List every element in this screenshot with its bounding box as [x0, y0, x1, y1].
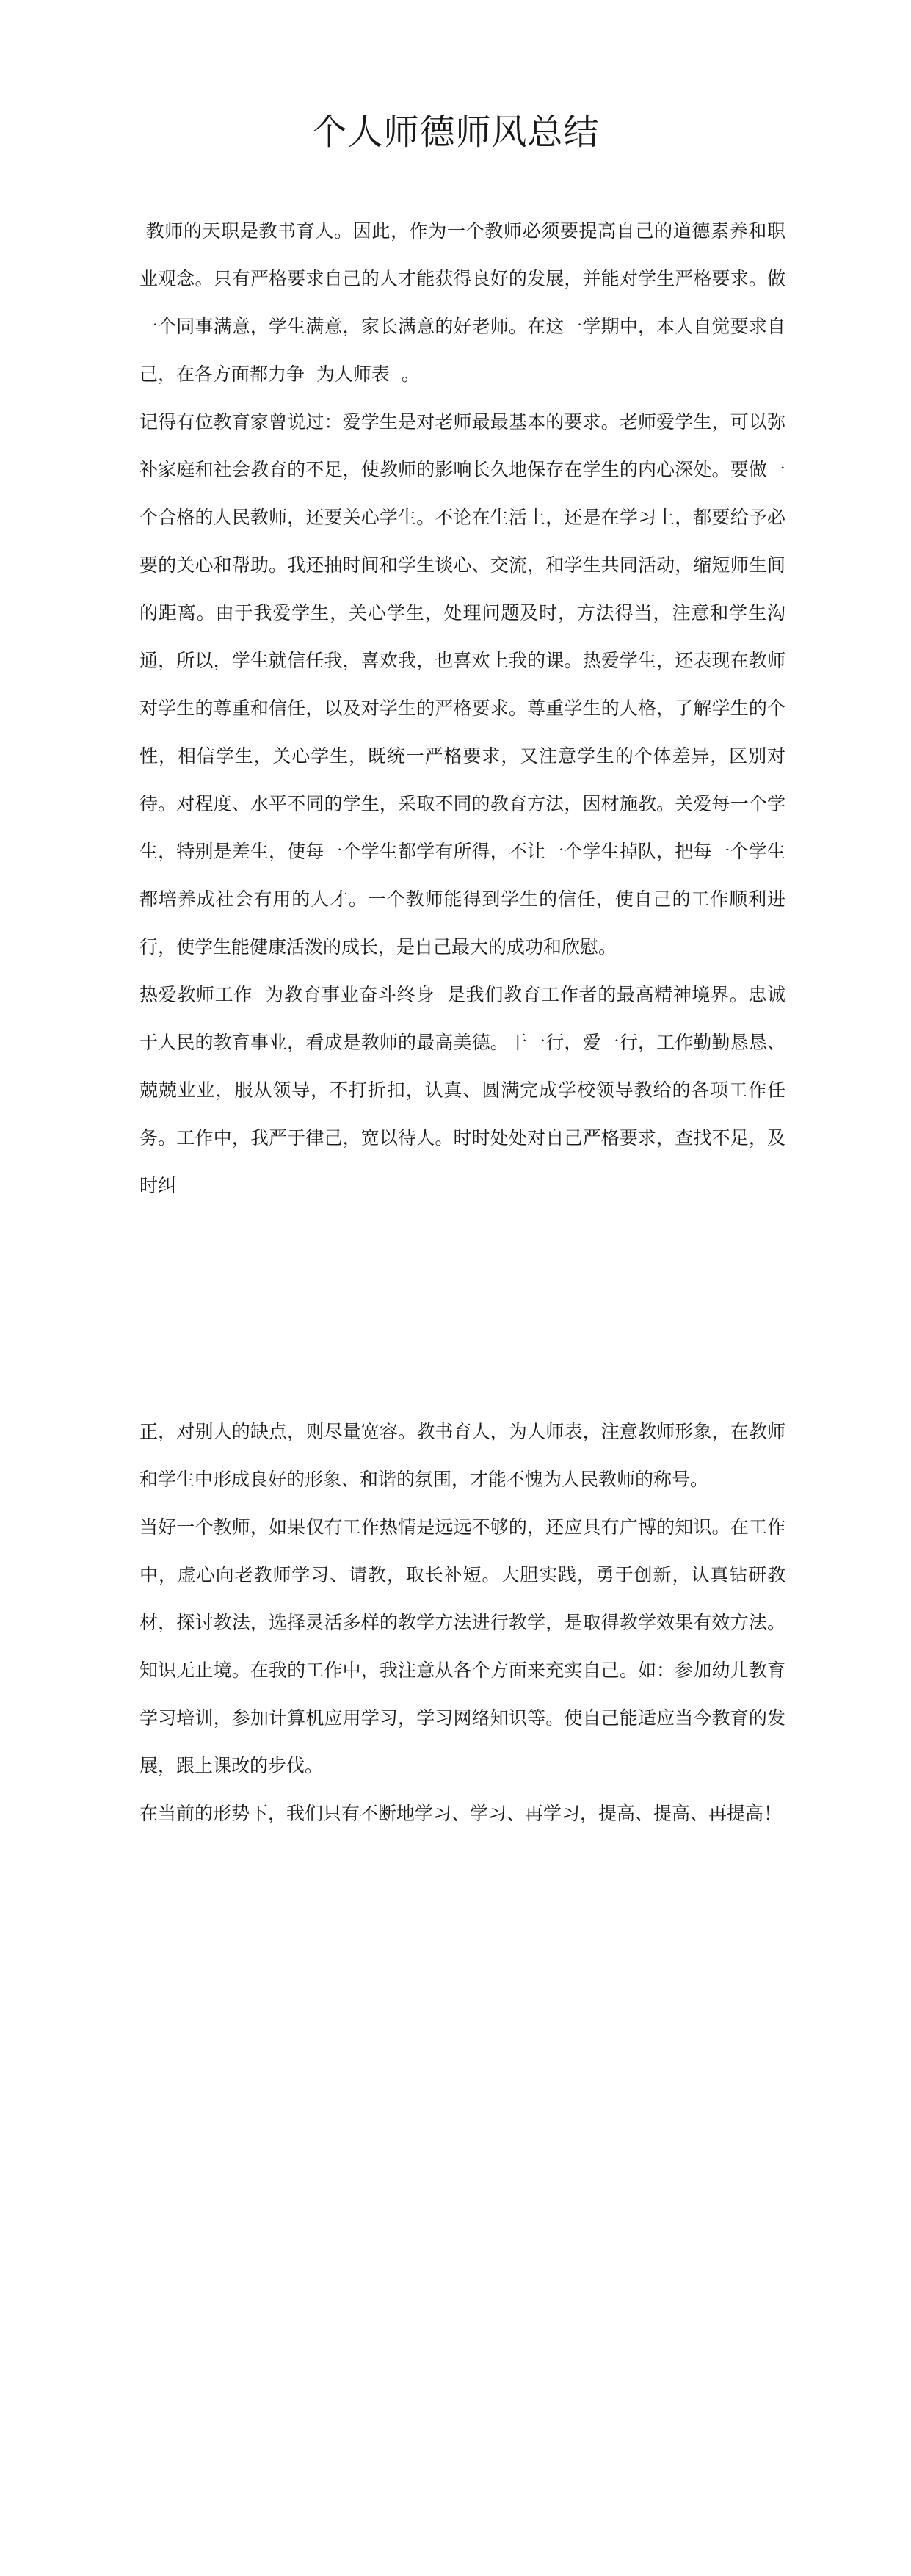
paragraph-teacher-duty: 教师的天职是教书育人。因此，作为一个教师必须要提高自己的道德素养和职业观念。只有严格要求自己的人才能获得良好的发展，并能对学生严格要求。做一个同事满意，学生满意，家长满意的好老师。在这一学期中，本人自觉要求自己，在各方面都力争 为人师表 。 — [139, 220, 785, 385]
paragraph-dedication-continued: 正，对别人的缺点，则尽量宽容。教书育人，为人师表，注意教师形象，在教师和学生中形成良好的形象、和谐的氛围，才能不愧为人民教师的称号。 — [139, 1421, 785, 1490]
paragraph-knowledge: 当好一个教师，如果仅有工作热情是远远不够的，还应具有广博的知识。在工作中，虚心向老教师学习、请教，取长补短。大胆实践，勇于创新，认真钻研教材，探讨教法，选择灵活多样的教学方法进行教学，是取得教学效果有效方法。知识无止境。在我的工作中，我注意从各个方面来充实自己。如：参加幼儿教育学习培训，参加计算机应用学习，学习网络知识等。使自己能适应当今教育的发展，跟上课改的步伐。 — [139, 1516, 785, 1776]
document-title: 个人师德师风总结 — [311, 112, 600, 153]
paragraph-dedication: 热爱教师工作 为教育事业奋斗终身 是我们教育工作者的最高精神境界。忠诚于人民的教育事业，看成是教师的最高美德。干一行，爱一行，工作勤勤恳恳、兢兢业业，服从领导，不打折扣，认真、圆满完成学校领导教给的各项工作任务。工作中，我严于律己，宽以待人。时时处处对自己严格要求，查找不足，及时纠 — [139, 984, 785, 1196]
paragraph-conclusion: 在当前的形势下，我们只有不断地学习、学习、再学习，提高、提高、再提高！ — [139, 1803, 783, 1824]
body-block-lower — [139, 1408, 785, 1837]
paragraph-love-students: 记得有位教育家曾说过：爱学生是对老师最最基本的要求。老师爱学生，可以弥补家庭和社会教育的不足，使教师的影响长久地保存在学生的内心深处。要做一个合格的人民教师，还要关心学生。不论在生活上，还是在学习上，都要给予必要的关心和帮助。我还抽时间和学生谈心、交流，和学生共同活动，缩短师生间的距离。由于我爱学生，关心学生，处理问题及时，方法得当，注意和学生沟通，所以，学生就信任我，喜欢我，也喜欢上我的课。热爱学生，还表现在教师对学生的尊重和信任，以及对学生的严格要求。尊重学生的人格，了解学生的个性，相信学生，关心学生，既统一严格要求，又注意学生的个体差异，区别对待。对程度、水平不同的学生，采取不同的教育方法，因材施教。关爱每一个学生，特别是差生，使每一个学生都学有所得，不让一个学生掉队，把每一个学生都培养成社会有用的人才。一个教师能得到学生的信任，使自己的工作顺利进行，使学生能健康活泼的成长，是自己最大的成功和欣慰。 — [139, 411, 785, 958]
body-block-upper — [139, 207, 785, 1209]
